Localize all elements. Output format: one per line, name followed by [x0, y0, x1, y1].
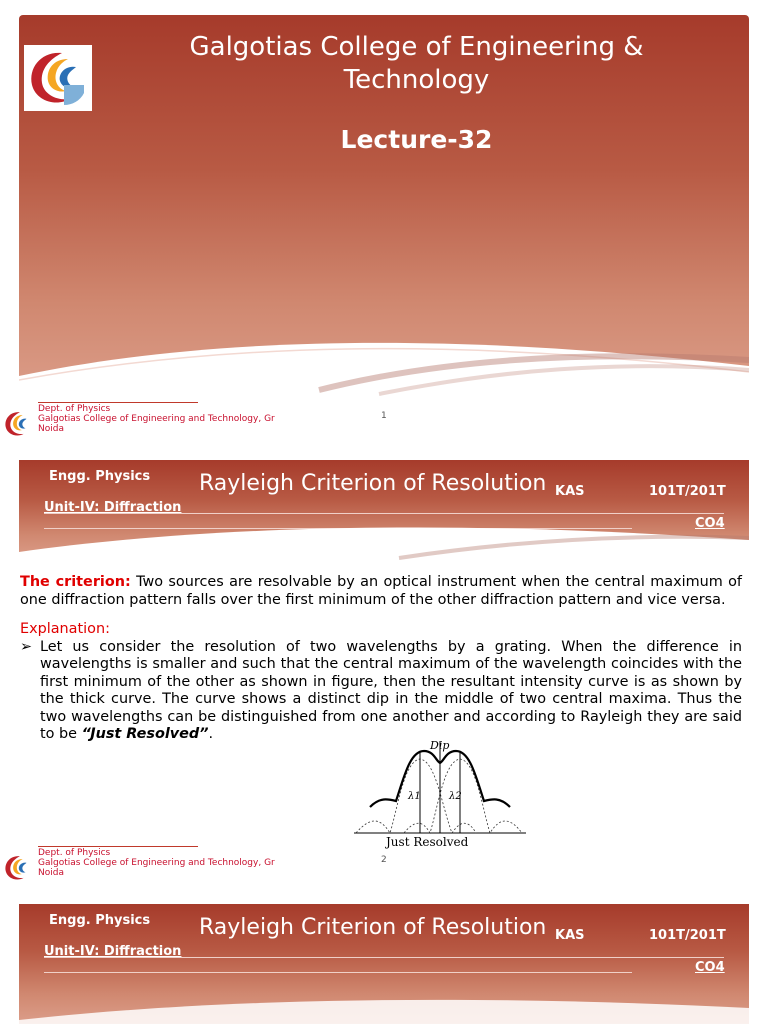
figure-caption: Just Resolved — [386, 835, 469, 849]
footer-college: Galgotias College of Engineering and Technology, Gr Noida — [38, 858, 275, 878]
course-outcome: CO4 — [695, 960, 725, 975]
slide-footer — [0, 402, 300, 447]
lambda2-label: λ2 — [449, 791, 462, 802]
slide-title: Rayleigh Criterion of Resolution — [199, 915, 547, 940]
course-outcome: CO4 — [695, 516, 725, 531]
footer-text — [38, 848, 283, 878]
college-logo — [24, 45, 92, 111]
slide-title: Rayleigh Criterion of Resolution — [199, 471, 547, 496]
lecture-number: Lecture-32 — [340, 125, 493, 154]
just-resolved-figure — [350, 737, 530, 849]
slide-footer — [0, 846, 300, 891]
criterion-paragraph — [20, 574, 742, 609]
course-code: 101T/201T — [649, 928, 726, 943]
bullet-arrow-icon: ➢ — [20, 638, 33, 655]
header-divider — [44, 513, 724, 514]
decorative-wave — [19, 330, 749, 400]
unit-label: Unit-IV: Diffraction — [44, 500, 182, 515]
college-title: Galgotias College of Engineering & Technology — [189, 32, 644, 95]
slide-header — [19, 904, 749, 1024]
unit-label: Unit-IV: Diffraction — [44, 944, 182, 959]
criterion-text: Two sources are resolvable by an optical instrument when the central maximum of one diffraction pattern falls over the first minimum of the other diffraction pattern and vice versa. — [20, 574, 742, 608]
footer-dept: Dept. of Physics — [38, 404, 111, 414]
dip-label: Dip — [430, 739, 450, 752]
page-number: 2 — [381, 855, 387, 865]
intensity-curve-diagram — [350, 737, 530, 849]
course-code: 101T/201T — [649, 484, 726, 499]
footer-college: Galgotias College of Engineering and Technology, Gr Noida — [38, 414, 275, 434]
header-divider — [44, 972, 632, 973]
bullet-end: . — [208, 726, 214, 742]
slide-header — [19, 460, 749, 560]
footer-text — [38, 404, 283, 434]
footer-dept: Dept. of Physics — [38, 848, 111, 858]
footer-divider — [38, 402, 198, 403]
explanation-bullet — [20, 639, 742, 744]
course-prefix: KAS — [555, 928, 585, 943]
explanation-label: Explanation: — [20, 621, 110, 637]
lambda1-label: λ1 — [408, 791, 421, 802]
just-resolved-emphasis: “Just Resolved” — [81, 726, 209, 742]
title-slide — [19, 15, 749, 400]
course-prefix: KAS — [555, 484, 585, 499]
subject-label: Engg. Physics — [49, 469, 151, 484]
slide-body — [20, 574, 742, 744]
bullet-text: Let us consider the resolution of two wavelengths by a grating. When the difference in wavelengths is smaller and such that the central maximum of the wavelength coincides with the first minimum of the other as shown in figure, then the resultant intensity curve is as shown by the thick curve. The curve shows a distinct dip in the middle of two central maxima. Thus the two wavelengths can be distinguished from one another and according to Rayleigh they are said to be — [40, 638, 742, 742]
page-number: 1 — [381, 411, 387, 421]
footer-divider — [38, 846, 198, 847]
criterion-label: The criterion: — [20, 574, 131, 590]
subject-label: Engg. Physics — [49, 913, 151, 928]
footer-logo-icon — [2, 852, 34, 884]
college-logo-icon — [24, 45, 92, 111]
footer-logo-icon — [2, 408, 34, 440]
header-divider — [44, 957, 724, 958]
decorative-wave — [19, 520, 749, 560]
decorative-wave — [19, 994, 749, 1024]
